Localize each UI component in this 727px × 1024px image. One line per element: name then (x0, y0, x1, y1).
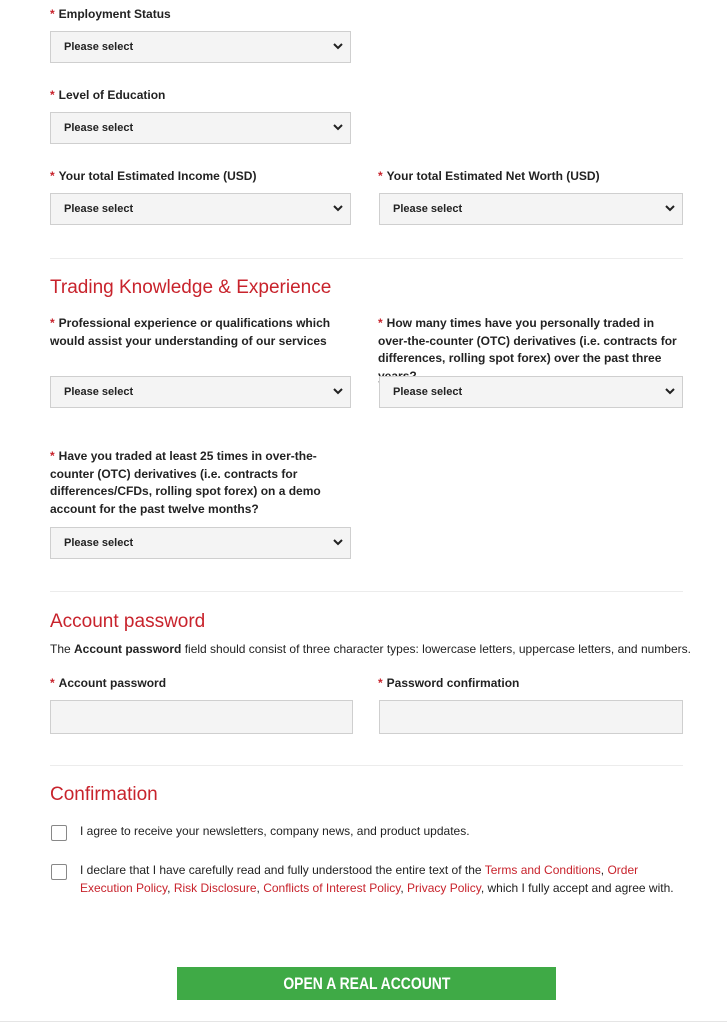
otc-trades-select[interactable] (379, 376, 683, 408)
declaration-text: I declare that I have carefully read and fully understood the entire text of the Terms and Conditions, Order Execution Policy, Risk Disclosure, Conflicts of Interest Policy, Privacy Policy, which I fully accept and agree with. (80, 863, 674, 895)
education-select[interactable] (50, 112, 351, 144)
income-label: * Your total Estimated Income (USD) (50, 169, 257, 183)
password-description-bold: Account password (74, 642, 182, 656)
account-password-label: * Account password (50, 676, 167, 690)
newsletter-consent-text: I agree to receive your newsletters, company news, and product updates. (80, 824, 470, 838)
required-mark: * (378, 169, 383, 183)
privacy-policy-link[interactable]: Privacy Policy (407, 881, 481, 895)
otc-trades-label: * How many times have you personally traded in over-the-counter (OTC) derivatives (i.e. contracts for differences, rolling spot forex) over the past three (378, 316, 677, 365)
risk-disclosure-link[interactable]: Risk Disclosure (173, 881, 257, 895)
required-mark: * (50, 169, 55, 183)
income-select[interactable] (50, 193, 351, 225)
section-divider (50, 765, 683, 766)
password-section-title: Account password (50, 611, 206, 632)
employment-status-label: * Employment Status (50, 7, 171, 21)
button-label: OPEN A REAL ACCOUNT (282, 974, 451, 993)
declaration-checkbox[interactable] (51, 864, 67, 880)
conflicts-of-interest-link[interactable]: Conflicts of Interest Policy (263, 881, 401, 895)
required-mark: * (378, 316, 383, 330)
professional-experience-select[interactable] (50, 376, 351, 408)
account-password-input[interactable] (50, 700, 353, 734)
required-mark: * (378, 676, 383, 690)
section-divider (50, 258, 683, 259)
page-bottom-divider (0, 1021, 727, 1022)
select-value: Please select (64, 203, 134, 215)
demo-account-select[interactable] (50, 527, 351, 559)
terms-link[interactable]: Terms and Conditions (484, 863, 601, 877)
confirmation-section-title: Confirmation (50, 784, 158, 805)
chevron-down-icon (332, 536, 344, 548)
password-description: The Account password field should consist of three character types: lowercase letters, uppercase letters, and numbers. (50, 642, 691, 656)
newsletter-checkbox[interactable] (51, 825, 67, 841)
select-value: Please select (64, 386, 134, 398)
open-real-account-button[interactable] (177, 967, 556, 1000)
professional-experience-label: * Professional experience or qualifications which would assist your understanding of our services (50, 316, 331, 348)
chevron-down-icon (664, 202, 676, 214)
required-mark: * (50, 7, 55, 21)
chevron-down-icon (664, 385, 676, 397)
order-execution-link[interactable]: Order Execution Policy (80, 863, 639, 895)
password-confirmation-input[interactable] (379, 700, 683, 734)
chevron-down-icon (332, 385, 344, 397)
chevron-down-icon (332, 40, 344, 52)
employment-status-select[interactable] (50, 31, 351, 63)
education-label: * Level of Education (50, 88, 166, 102)
required-mark: * (50, 88, 55, 102)
password-confirmation-label: * Password confirmation (378, 676, 520, 690)
select-value: Please select (64, 41, 134, 53)
chevron-down-icon (332, 121, 344, 133)
required-mark: * (50, 449, 55, 463)
required-mark: * (50, 316, 55, 330)
required-mark: * (50, 676, 55, 690)
demo-account-label: * Have you traded at least 25 times in over-the-counter (OTC) derivatives (i.e. contracts for differences/CFDs, rolling spot forex) on a demo account for the past twelve months? (50, 449, 321, 516)
select-value: Please select (64, 537, 134, 549)
select-value: Please select (64, 122, 134, 134)
trading-section-title: Trading Knowledge & Experience (50, 277, 332, 298)
select-value: Please select (393, 203, 463, 215)
section-divider (50, 591, 683, 592)
net-worth-select[interactable] (379, 193, 683, 225)
chevron-down-icon (332, 202, 344, 214)
select-value: Please select (393, 386, 463, 398)
net-worth-label: * Your total Estimated Net Worth (USD) (378, 169, 600, 183)
